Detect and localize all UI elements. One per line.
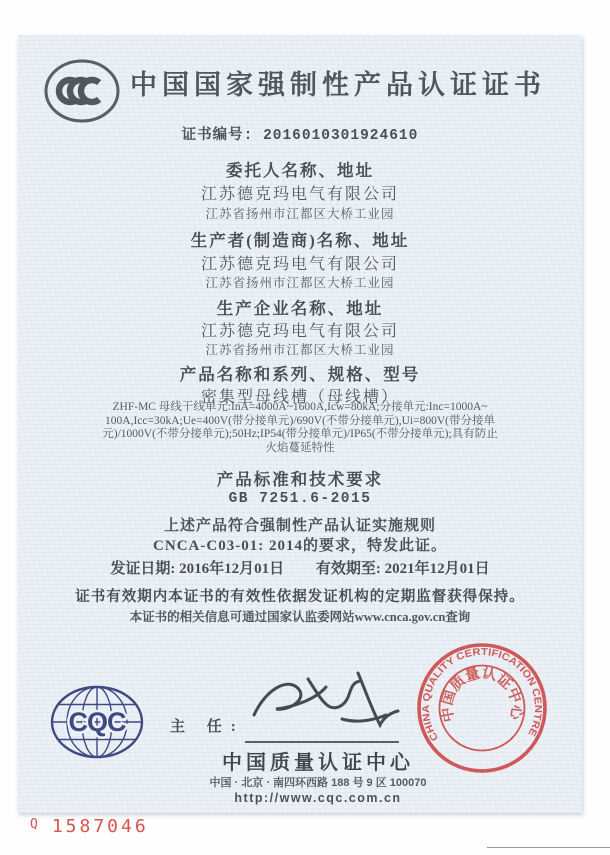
manufacturer-name: 江苏德克玛电气有限公司: [200, 256, 399, 273]
issuer-name: 中国质量认证中心: [222, 752, 414, 774]
signature-line: [245, 741, 399, 743]
issue-date: 发证日期: 2016年12月01日: [110, 561, 285, 577]
issuer-website: http://www.cqc.com.cn: [234, 791, 402, 805]
product-name: 密集型母线槽（母线槽）: [200, 389, 399, 406]
director-label: 主 任:: [170, 719, 245, 735]
ccc-mark-icon: [42, 57, 122, 125]
dates-row: [18, 557, 582, 578]
director-signature: [246, 667, 406, 742]
manufacturer-heading: 生产者(制造商)名称、地址: [190, 231, 410, 250]
serial-prefix: Q: [30, 817, 38, 832]
applicant-address: 江苏省扬州市江都区大桥工业园: [205, 207, 395, 221]
serial-digits: 1587046: [51, 816, 149, 837]
product-heading: 产品名称和系列、规格、型号: [179, 365, 421, 384]
seal-outer-text: CHINA QUALITY CERTIFICATION CENTRE: [420, 646, 544, 743]
serial-number: [30, 816, 149, 837]
product-spec: [66, 401, 534, 455]
expiry-date: 有效期至: 2021年12月01日: [315, 561, 490, 577]
standard-heading: 产品标准和技术要求: [216, 470, 384, 489]
spec-line: ZHF-MC 母线干线单元:InA=4000A~1600A,Icw=80kA;分接单元:Inc=1000A~: [112, 401, 488, 413]
scan-edge-line: [487, 847, 610, 848]
factory-name: 江苏德克玛电气有限公司: [200, 323, 399, 340]
issuer-address: 中国 · 北京 · 南四环西路 188 号 9 区 100070: [209, 777, 427, 789]
factory-address: 江苏省扬州市江都区大桥工业园: [205, 343, 395, 357]
cqc-logo-text: CQC: [68, 707, 126, 737]
statement-line2: CNCA-C03-01: 2014的要求，特发此证。: [153, 538, 447, 554]
spec-line: 火焰蔓延特性: [265, 441, 335, 454]
seal-inner-text: 中国质量认证中心: [439, 665, 525, 724]
validity-note: 证书有效期内本证书的有效性依据发证机构的定期监督获得保持。: [75, 589, 525, 605]
certificate-title: 中国国家强制性产品认证证书: [130, 70, 546, 100]
certificate-number: 证书编号: 2016010301924610: [181, 128, 419, 144]
factory-heading: 生产企业名称、地址: [216, 299, 384, 318]
manufacturer-address: 江苏省扬州市江都区大桥工业园: [205, 276, 395, 290]
spec-line: 元)/1000V(不带分接单元);50Hz;IP54(带分接单元)/IP65(不带分接单元);具有防止: [102, 428, 498, 440]
lookup-note: 本证书的相关信息可通过国家认监委网站www.cnca.gov.cn查询: [129, 610, 471, 624]
statement-line1: 上述产品符合强制性产品认证实施规则: [163, 518, 436, 534]
spec-line: 100A,Icc=30kA;Ue=400V(带分接单元)/690V(不带分接单元),Ui=800V(带分接单: [105, 414, 495, 427]
cqc-red-seal: [414, 640, 550, 776]
standard-value: GB 7251.6-2015: [228, 491, 372, 507]
svg-text:中国质量认证中心: [438, 663, 527, 723]
applicant-name: 江苏德克玛电气有限公司: [200, 186, 399, 203]
applicant-heading: 委托人名称、地址: [226, 161, 374, 180]
